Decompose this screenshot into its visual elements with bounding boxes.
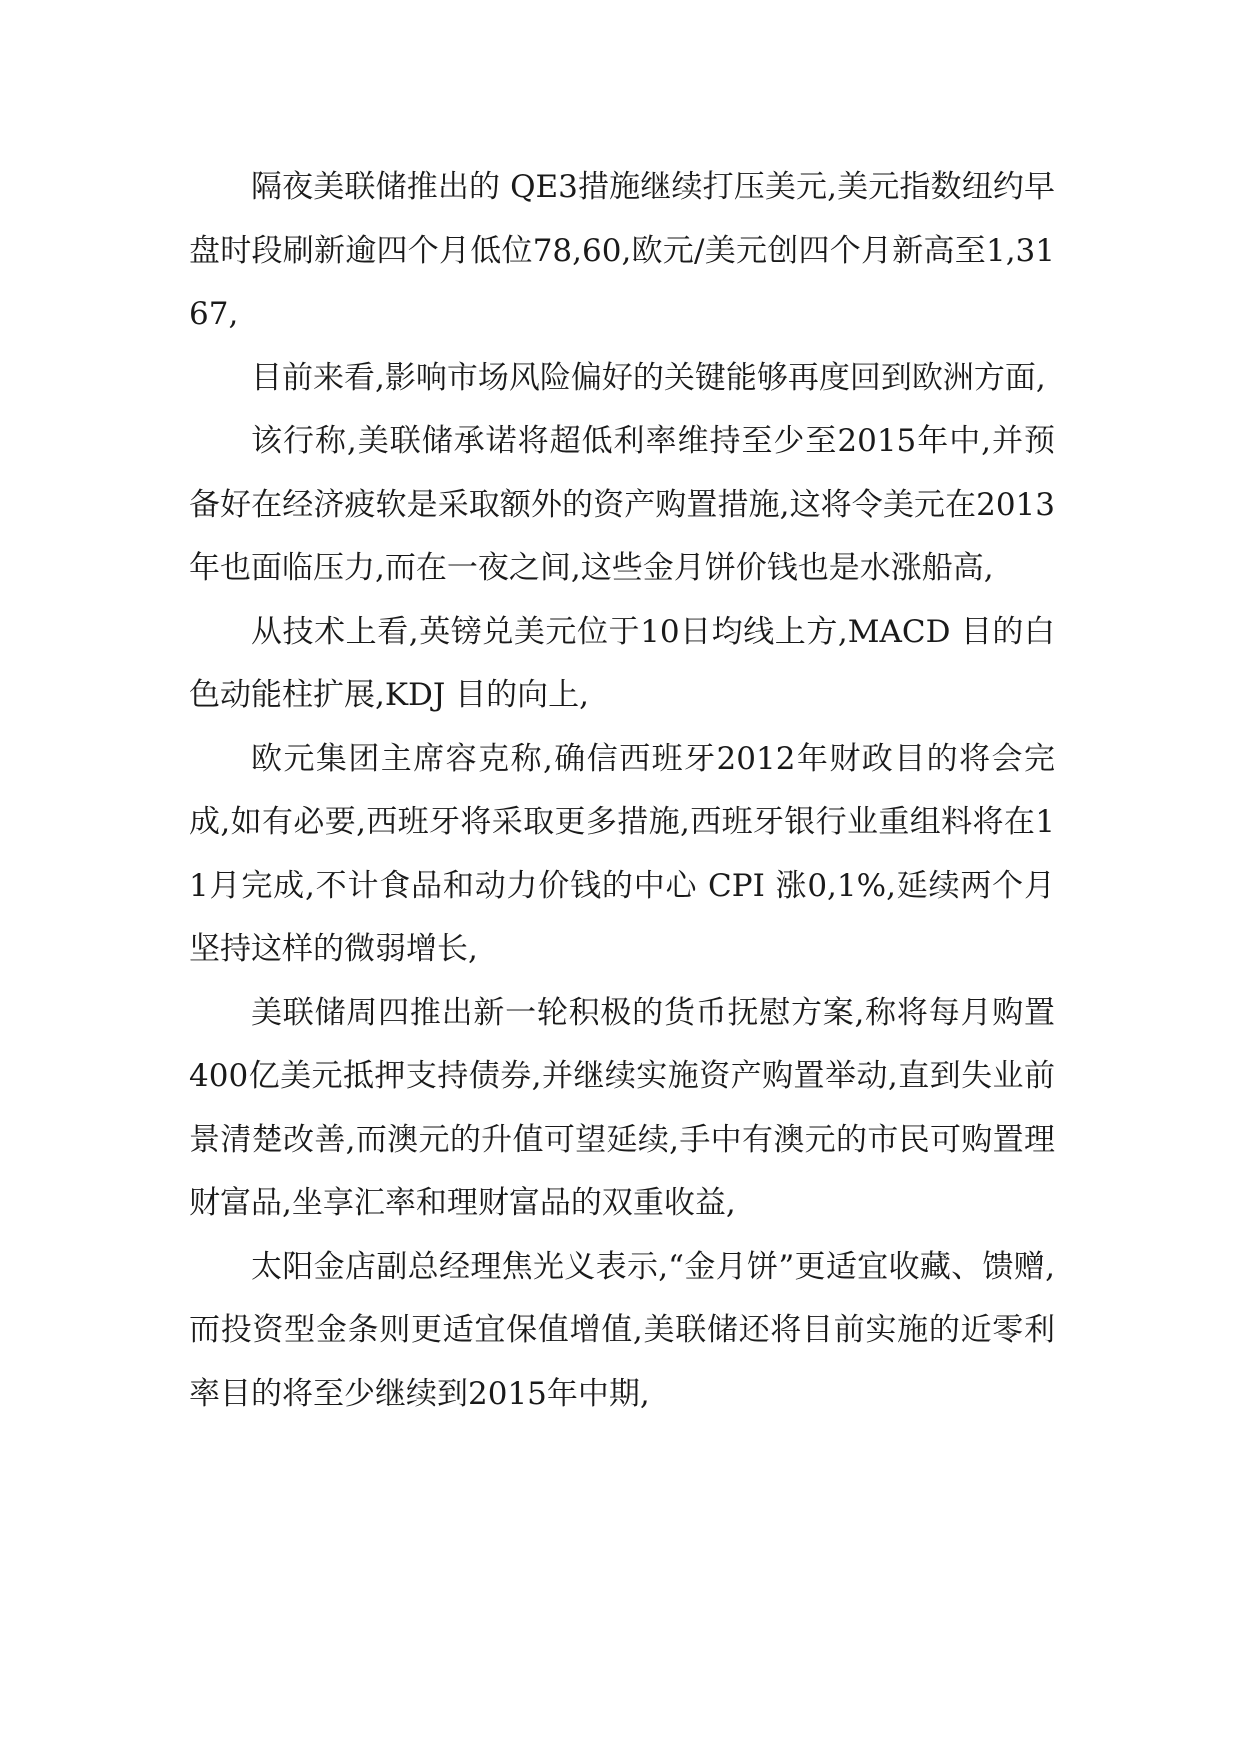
paragraph-qe3-dollar: 隔夜美联储推出的 QE3措施继续打压美元,美元指数纽约早盘时段刷新逾四个月低位78,60,欧元/美元创四个月新高至1,3167, bbox=[189, 169, 1055, 332]
document-body bbox=[189, 156, 1055, 1426]
paragraph-eurogroup: 欧元集团主席容克称,确信西班牙2012年财政目的将会完成,如有必要,西班牙将采取更多措施,西班牙银行业重组料将在11月完成,不计食品和动力价钱的中心 CPI 涨0,1%,延续两个月坚持这样的微弱增长, bbox=[189, 740, 1055, 967]
paragraph-gold-mooncake: 太阳金店副总经理焦光义表示,“金月饼”更适宜收藏、馈赠,而投资型金条则更适宜保值增值,美联储还将目前实施的近零利率目的将至少继续到2015年中期, bbox=[189, 1248, 1055, 1412]
paragraph-technical: 从技术上看,英镑兑美元位于10日均线上方,MACD 目的白色动能柱扩展,KDJ 目的向上, bbox=[189, 613, 1055, 713]
paragraph-low-rates: 该行称,美联储承诺将超低利率维持至少至2015年中,并预备好在经济疲软是采取额外的资产购置措施,这将令美元在2013年也面临压力,而在一夜之间,这些金月饼价钱也是水涨船高, bbox=[189, 423, 1055, 586]
paragraph-fed-stimulus: 美联储周四推出新一轮积极的货币抚慰方案,称将每月购置400亿美元抵押支持债券,并继续实施资产购置举动,直到失业前景清楚改善,而澳元的升值可望延续,手中有澳元的市民可购置理财富品,坐享汇率和理财富品的双重收益, bbox=[189, 994, 1055, 1221]
paragraph-risk-appetite: 目前来看,影响市场风险偏好的关键能够再度回到欧洲方面, bbox=[251, 359, 1046, 396]
